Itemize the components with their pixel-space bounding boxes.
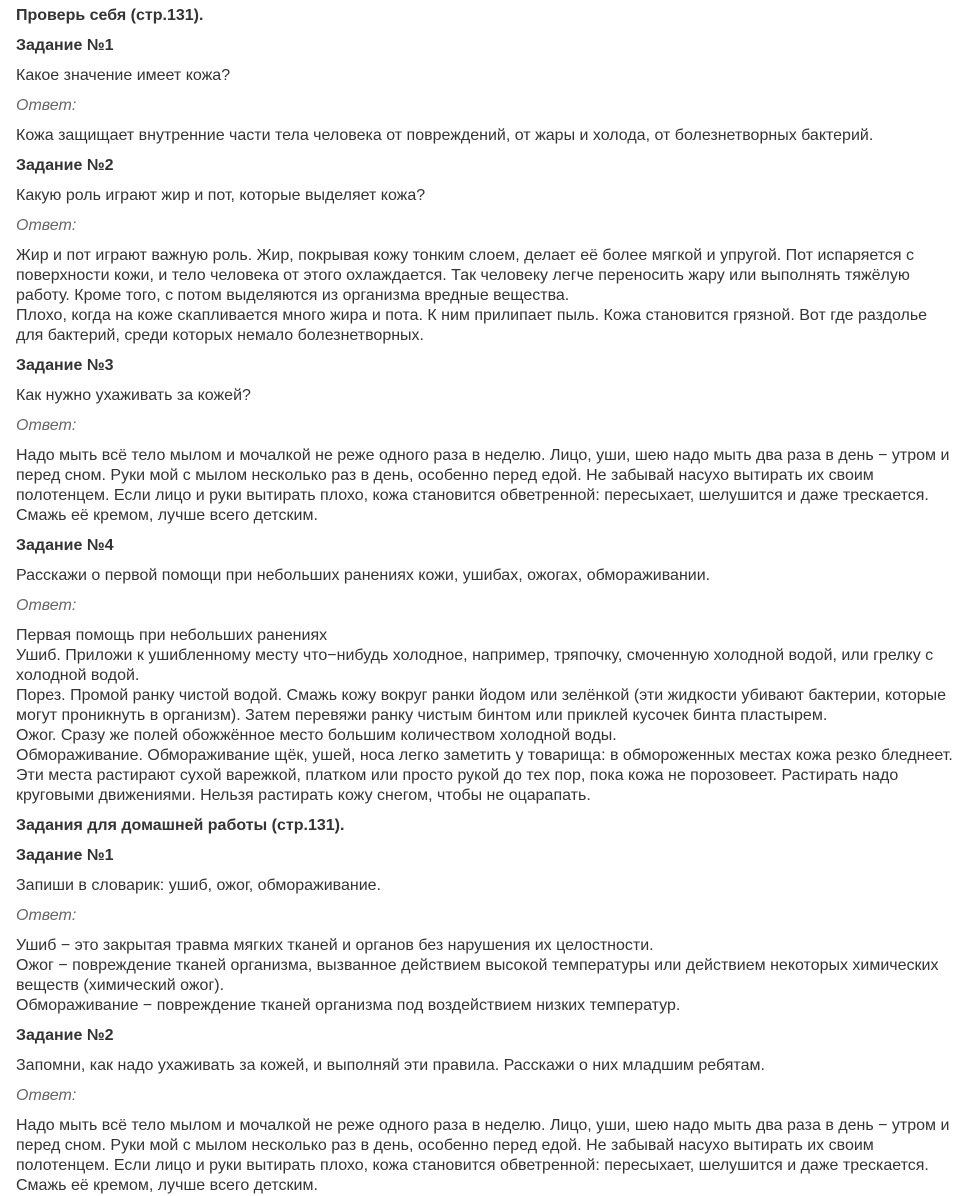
answer-paragraph: Первая помощь при небольших ранениях bbox=[16, 627, 328, 644]
answer-text bbox=[16, 126, 957, 146]
task-title: Задание №3 bbox=[16, 357, 114, 374]
answer-text bbox=[16, 446, 957, 526]
answer-paragraph: Надо мыть всё тело мылом и мочалкой не реже одного раза в неделю. Лицо, уши, шею надо мыть два раза в день − утром и перед сном. Руки мой с мылом несколько раз в день, особенно перед едой. Не забывай насухо вытирать их своим полотенцем. Если лицо и руки вытирать плохо, кожа становится обветренной: пересыхает, шелушится и даже трескается. Смажь её кремом, лучше всего детским. bbox=[16, 447, 950, 524]
answer-label: Ответ: bbox=[16, 907, 77, 924]
answer-paragraph: Порез. Промой ранку чистой водой. Смажь кожу вокруг ранки йодом или зелёнкой (эти жидкости убивают бактерии, которые могут проникнуть в организм). Затем перевяжи ранку чистым бинтом или приклей кусочек бинта пластырем. bbox=[16, 687, 947, 724]
answer-label: Ответ: bbox=[16, 1087, 77, 1104]
answer-paragraph: Ушиб. Приложи к ушибленному месту что−нибудь холодное, например, тряпочку, смоченную холодной водой, или грелку с холодной водой. bbox=[16, 647, 934, 684]
answer-paragraph: Жир и пот играют важную роль. Жир, покрывая кожу тонким слоем, делает её более мягкой и упругой. Пот испаряется с поверхности кожи, и тело человека от этого охлаждается. Так человеку легче переносить жару или выполнять тяжёлую работу. Кроме того, с потом выделяются из организма вредные вещества. bbox=[16, 247, 914, 304]
section-heading-homework: Задания для домашней работы (стр.131). bbox=[16, 817, 345, 834]
task-title: Задание №2 bbox=[16, 157, 114, 174]
task-title: Задание №1 bbox=[16, 37, 114, 54]
answer-paragraph: Ожог. Сразу же полей обожжённое место большим количеством холодной воды. bbox=[16, 727, 617, 744]
task-question: Расскажи о первой помощи при небольших ранениях кожи, ушибах, ожогах, обмораживании. bbox=[16, 567, 711, 584]
answer-paragraph: Плохо, когда на коже скапливается много жира и пота. К ним прилипает пыль. Кожа становится грязной. Вот где раздолье для бактерий, среди которых немало болезнетворных. bbox=[16, 307, 928, 344]
task-question: Запомни, как надо ухаживать за кожей, и выполняй эти правила. Расскажи о них младшим ребятам. bbox=[16, 1057, 765, 1074]
answer-paragraph: Ожог − повреждение тканей организма, вызванное действием высокой температуры или действием некоторых химических веществ (химический ожог). bbox=[16, 957, 939, 994]
answer-label: Ответ: bbox=[16, 97, 77, 114]
answer-text bbox=[16, 936, 957, 1016]
task-title: Задание №4 bbox=[16, 537, 114, 554]
task-question: Какую роль играют жир и пот, которые выделяет кожа? bbox=[16, 187, 426, 204]
answer-label: Ответ: bbox=[16, 597, 77, 614]
answer-text bbox=[16, 246, 957, 346]
task-title: Задание №2 bbox=[16, 1027, 114, 1044]
section-heading-self-check: Проверь себя (стр.131). bbox=[16, 7, 204, 24]
answer-paragraph: Ушиб − это закрытая травма мягких тканей и органов без нарушения их целостности. bbox=[16, 937, 654, 954]
answer-paragraph: Кожа защищает внутренние части тела человека от повреждений, от жары и холода, от болезнетворных бактерий. bbox=[16, 127, 874, 144]
answer-label: Ответ: bbox=[16, 217, 77, 234]
answer-text bbox=[16, 626, 957, 806]
answer-paragraph: Обмораживание − повреждение тканей организма под воздействием низких температур. bbox=[16, 997, 681, 1014]
task-question: Запиши в словарик: ушиб, ожог, обмораживание. bbox=[16, 877, 381, 894]
answer-paragraph: Надо мыть всё тело мылом и мочалкой не реже одного раза в неделю. Лицо, уши, шею надо мыть два раза в день − утром и перед сном. Руки мой с мылом несколько раз в день, особенно перед едой. Не забывай насухо вытирать их своим полотенцем. Если лицо и руки вытирать плохо, кожа становится обветренной: пересыхает, шелушится и даже трескается. Смажь её кремом, лучше всего детским. bbox=[16, 1117, 950, 1194]
task-title: Задание №1 bbox=[16, 847, 114, 864]
answer-text bbox=[16, 1116, 957, 1196]
task-question: Как нужно ухаживать за кожей? bbox=[16, 387, 251, 404]
task-question: Какое значение имеет кожа? bbox=[16, 67, 231, 84]
answer-label: Ответ: bbox=[16, 417, 77, 434]
answer-paragraph: Обмораживание. Обмораживание щёк, ушей, носа легко заметить у товарища: в обмороженных местах кожа резко бледнеет. Эти места растирают сухой варежкой, платком или просто рукой до тех пор, пока кожа не порозовеет. Растирать надо круговыми движениями. Нельзя растирать кожу снегом, чтобы не оцарапать. bbox=[16, 747, 953, 804]
